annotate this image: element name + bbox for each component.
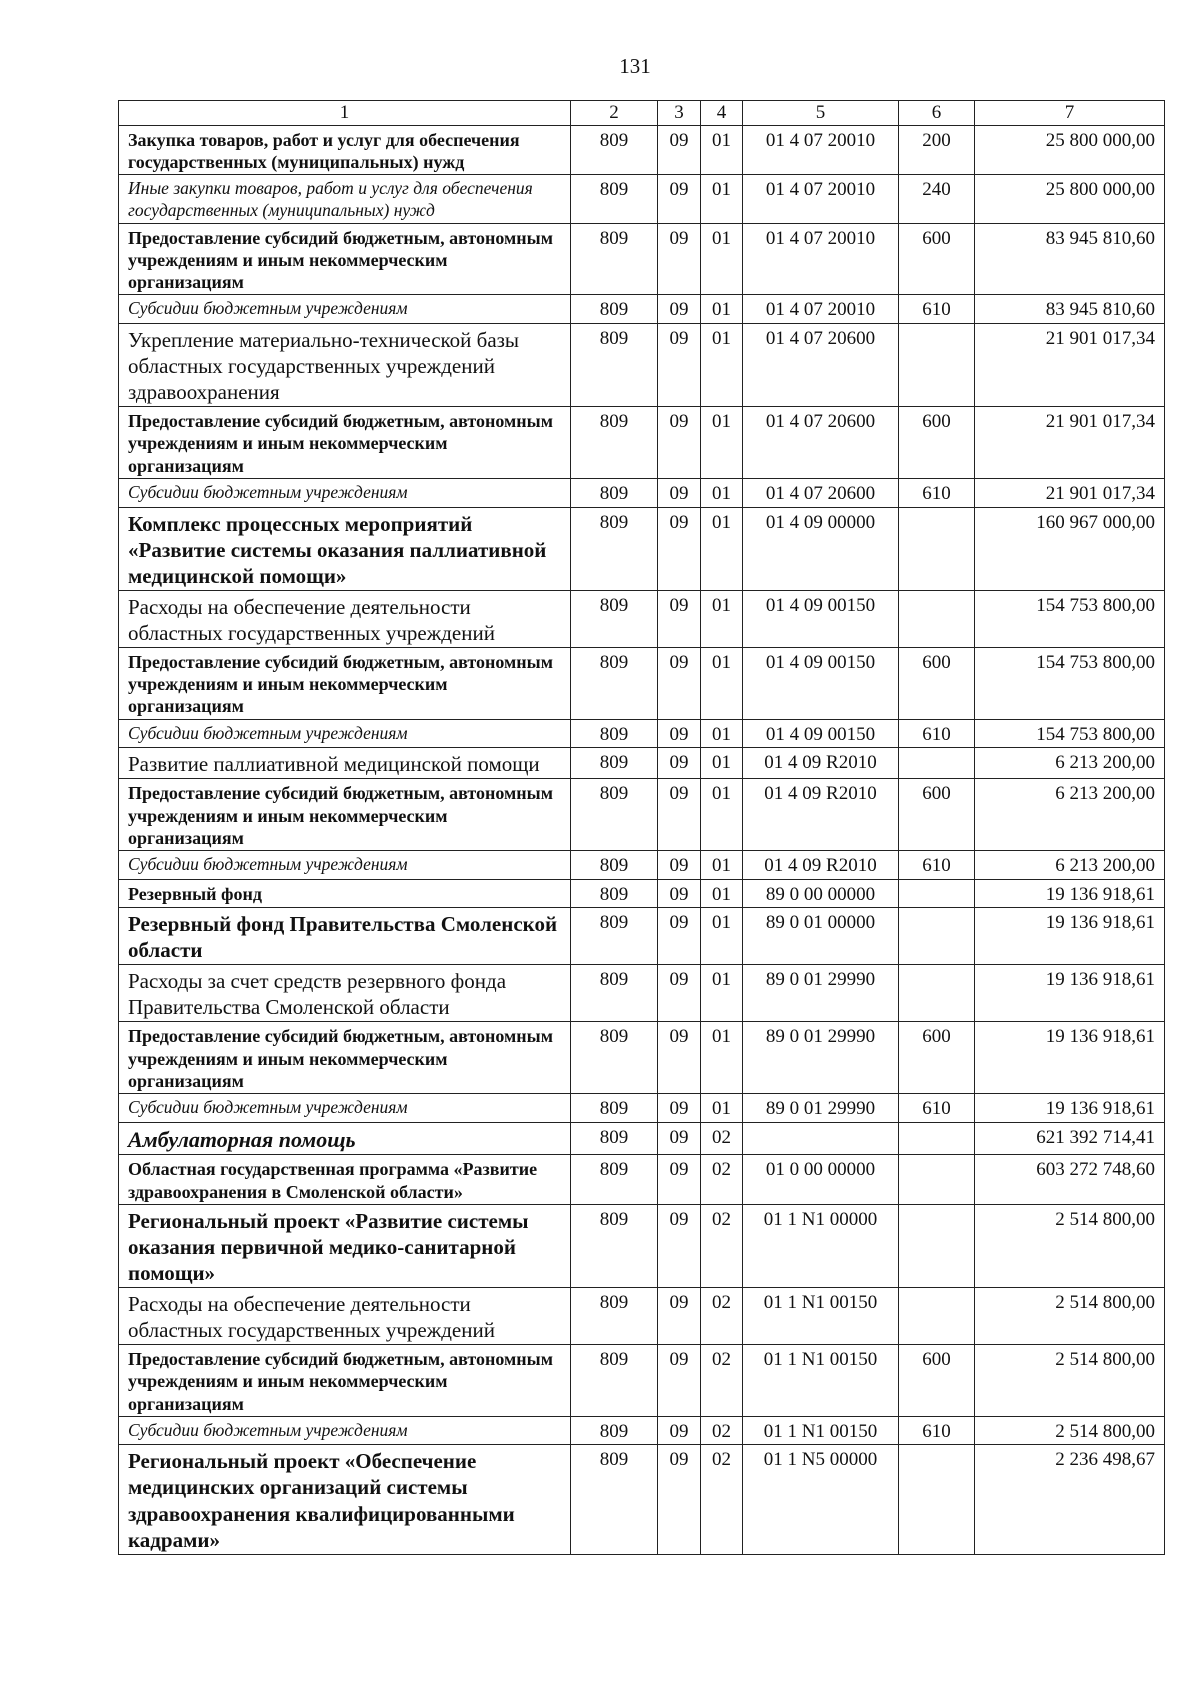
row-section-code: 09 xyxy=(658,1416,701,1445)
table-body xyxy=(119,125,1165,1554)
row-amount: 6 213 200,00 xyxy=(975,851,1165,880)
row-admin-code: 809 xyxy=(571,1445,658,1554)
row-expense-type xyxy=(899,1445,975,1554)
row-amount: 83 945 810,60 xyxy=(975,295,1165,324)
row-amount: 621 392 714,41 xyxy=(975,1122,1165,1154)
table-row xyxy=(119,479,1165,508)
row-section-code: 09 xyxy=(658,851,701,880)
row-section-code: 09 xyxy=(658,1122,701,1154)
row-admin-code: 809 xyxy=(571,125,658,175)
row-target-code: 01 4 07 20600 xyxy=(743,407,899,479)
row-subsection-code: 01 xyxy=(701,908,743,965)
row-admin-code: 809 xyxy=(571,1344,658,1416)
table-row xyxy=(119,1094,1165,1123)
table-row xyxy=(119,1445,1165,1554)
header-col-7: 7 xyxy=(975,101,1165,126)
row-section-code: 09 xyxy=(658,779,701,851)
row-name-cell: Предоставление субсидий бюджетным, автономным учреждениям и иным некоммерческим организациям xyxy=(119,223,571,295)
row-target-code: 01 4 07 20010 xyxy=(743,125,899,175)
table-row xyxy=(119,507,1165,590)
row-amount: 6 213 200,00 xyxy=(975,748,1165,779)
row-target-code: 01 1 N5 00000 xyxy=(743,1445,899,1554)
row-subsection-code: 02 xyxy=(701,1204,743,1287)
row-subsection-code: 01 xyxy=(701,719,743,748)
row-subsection-code: 02 xyxy=(701,1344,743,1416)
row-expense-type: 600 xyxy=(899,647,975,719)
row-amount: 603 272 748,60 xyxy=(975,1155,1165,1205)
row-expense-type: 600 xyxy=(899,779,975,851)
row-admin-code: 809 xyxy=(571,908,658,965)
row-section-code: 09 xyxy=(658,1344,701,1416)
row-name-cell: Региональный проект «Развитие системы оказания первичной медико-санитарной помощи» xyxy=(119,1204,571,1287)
row-target-code xyxy=(743,1122,899,1154)
row-expense-type: 610 xyxy=(899,1416,975,1445)
row-target-code: 01 1 N1 00000 xyxy=(743,1204,899,1287)
row-section-code: 09 xyxy=(658,507,701,590)
table-row xyxy=(119,295,1165,324)
row-amount: 21 901 017,34 xyxy=(975,324,1165,407)
row-subsection-code: 01 xyxy=(701,125,743,175)
row-amount: 19 136 918,61 xyxy=(975,908,1165,965)
row-target-code: 89 0 01 00000 xyxy=(743,908,899,965)
row-name-cell: Иные закупки товаров, работ и услуг для обеспечения государственных (муниципальных) нужд xyxy=(119,175,571,223)
row-admin-code: 809 xyxy=(571,324,658,407)
row-expense-type xyxy=(899,879,975,908)
row-expense-type: 600 xyxy=(899,1344,975,1416)
row-admin-code: 809 xyxy=(571,879,658,908)
row-name-cell: Субсидии бюджетным учреждениям xyxy=(119,1416,571,1445)
row-subsection-code: 01 xyxy=(701,748,743,779)
table-row xyxy=(119,125,1165,175)
row-target-code: 01 4 09 00150 xyxy=(743,719,899,748)
row-subsection-code: 01 xyxy=(701,879,743,908)
row-admin-code: 809 xyxy=(571,479,658,508)
row-expense-type: 610 xyxy=(899,479,975,508)
row-admin-code: 809 xyxy=(571,223,658,295)
row-name-cell: Расходы на обеспечение деятельности областных государственных учреждений xyxy=(119,1287,571,1344)
row-target-code: 01 4 09 00150 xyxy=(743,647,899,719)
row-admin-code: 809 xyxy=(571,647,658,719)
row-name-cell: Развитие паллиативной медицинской помощи xyxy=(119,748,571,779)
row-admin-code: 809 xyxy=(571,1155,658,1205)
row-name-cell: Предоставление субсидий бюджетным, автономным учреждениям и иным некоммерческим организациям xyxy=(119,1344,571,1416)
row-name-cell: Предоставление субсидий бюджетным, автономным учреждениям и иным некоммерческим организациям xyxy=(119,407,571,479)
row-name-cell: Расходы за счет средств резервного фонда Правительства Смоленской области xyxy=(119,965,571,1022)
row-expense-type xyxy=(899,965,975,1022)
row-name-cell: Комплекс процессных мероприятий «Развитие системы оказания паллиативной медицинской помощи» xyxy=(119,507,571,590)
table-row xyxy=(119,1204,1165,1287)
row-admin-code: 809 xyxy=(571,1022,658,1094)
row-amount: 19 136 918,61 xyxy=(975,879,1165,908)
header-col-1: 1 xyxy=(119,101,571,126)
row-expense-type: 240 xyxy=(899,175,975,223)
header-col-3: 3 xyxy=(658,101,701,126)
row-expense-type xyxy=(899,1122,975,1154)
row-expense-type xyxy=(899,1204,975,1287)
row-name-cell: Субсидии бюджетным учреждениям xyxy=(119,851,571,880)
row-expense-type xyxy=(899,324,975,407)
row-target-code: 89 0 00 00000 xyxy=(743,879,899,908)
row-subsection-code: 02 xyxy=(701,1122,743,1154)
table-row xyxy=(119,748,1165,779)
row-name-cell: Резервный фонд Правительства Смоленской области xyxy=(119,908,571,965)
row-name-cell: Региональный проект «Обеспечение медицинских организаций системы здравоохранения квалифицированными кадрами» xyxy=(119,1445,571,1554)
table-row xyxy=(119,1022,1165,1094)
row-amount: 19 136 918,61 xyxy=(975,1022,1165,1094)
row-target-code: 01 4 09 R2010 xyxy=(743,748,899,779)
table-row xyxy=(119,407,1165,479)
row-section-code: 09 xyxy=(658,1445,701,1554)
header-col-2: 2 xyxy=(571,101,658,126)
row-target-code: 01 4 07 20600 xyxy=(743,479,899,508)
row-name-cell: Резервный фонд xyxy=(119,879,571,908)
row-name-cell: Предоставление субсидий бюджетным, автономным учреждениям и иным некоммерческим организациям xyxy=(119,779,571,851)
row-expense-type: 600 xyxy=(899,1022,975,1094)
row-admin-code: 809 xyxy=(571,1094,658,1123)
row-expense-type: 610 xyxy=(899,295,975,324)
row-expense-type: 610 xyxy=(899,851,975,880)
row-name-cell: Субсидии бюджетным учреждениям xyxy=(119,295,571,324)
page-number: 131 xyxy=(619,54,651,78)
row-admin-code: 809 xyxy=(571,507,658,590)
row-expense-type: 610 xyxy=(899,1094,975,1123)
row-expense-type: 600 xyxy=(899,223,975,295)
row-target-code: 89 0 01 29990 xyxy=(743,1022,899,1094)
row-amount: 2 514 800,00 xyxy=(975,1344,1165,1416)
table-row xyxy=(119,647,1165,719)
row-section-code: 09 xyxy=(658,1287,701,1344)
row-target-code: 01 4 09 00000 xyxy=(743,507,899,590)
row-name-cell: Укрепление материально-технической базы областных государственных учреждений здравоохранения xyxy=(119,324,571,407)
table-row xyxy=(119,1122,1165,1154)
row-expense-type xyxy=(899,908,975,965)
row-section-code: 09 xyxy=(658,175,701,223)
row-subsection-code: 01 xyxy=(701,507,743,590)
row-amount: 25 800 000,00 xyxy=(975,125,1165,175)
row-target-code: 01 4 09 R2010 xyxy=(743,851,899,880)
row-admin-code: 809 xyxy=(571,295,658,324)
row-name-cell: Областная государственная программа «Развитие здравоохранения в Смоленской области» xyxy=(119,1155,571,1205)
row-amount: 19 136 918,61 xyxy=(975,965,1165,1022)
row-name-cell: Субсидии бюджетным учреждениям xyxy=(119,719,571,748)
row-subsection-code: 01 xyxy=(701,779,743,851)
row-target-code: 01 4 07 20010 xyxy=(743,175,899,223)
row-target-code: 01 4 07 20010 xyxy=(743,295,899,324)
budget-table xyxy=(118,100,1165,1555)
row-section-code: 09 xyxy=(658,719,701,748)
row-admin-code: 809 xyxy=(571,719,658,748)
row-name-cell: Расходы на обеспечение деятельности областных государственных учреждений xyxy=(119,590,571,647)
row-target-code: 89 0 01 29990 xyxy=(743,1094,899,1123)
row-section-code: 09 xyxy=(658,1155,701,1205)
row-target-code: 01 1 N1 00150 xyxy=(743,1287,899,1344)
row-section-code: 09 xyxy=(658,1204,701,1287)
row-amount: 19 136 918,61 xyxy=(975,1094,1165,1123)
row-section-code: 09 xyxy=(658,223,701,295)
row-subsection-code: 01 xyxy=(701,407,743,479)
row-section-code: 09 xyxy=(658,324,701,407)
row-section-code: 09 xyxy=(658,295,701,324)
row-target-code: 01 1 N1 00150 xyxy=(743,1416,899,1445)
row-admin-code: 809 xyxy=(571,965,658,1022)
row-amount: 2 514 800,00 xyxy=(975,1416,1165,1445)
row-amount: 2 514 800,00 xyxy=(975,1287,1165,1344)
row-target-code: 01 0 00 00000 xyxy=(743,1155,899,1205)
table-row xyxy=(119,908,1165,965)
row-name-cell: Амбулаторная помощь xyxy=(119,1122,571,1154)
row-expense-type xyxy=(899,507,975,590)
row-subsection-code: 01 xyxy=(701,479,743,508)
row-expense-type xyxy=(899,590,975,647)
row-amount: 6 213 200,00 xyxy=(975,779,1165,851)
row-subsection-code: 02 xyxy=(701,1445,743,1554)
row-subsection-code: 02 xyxy=(701,1287,743,1344)
row-name-cell: Предоставление субсидий бюджетным, автономным учреждениям и иным некоммерческим организациям xyxy=(119,1022,571,1094)
row-expense-type xyxy=(899,1287,975,1344)
row-section-code: 09 xyxy=(658,1022,701,1094)
row-subsection-code: 01 xyxy=(701,1094,743,1123)
row-subsection-code: 01 xyxy=(701,851,743,880)
row-name-cell: Предоставление субсидий бюджетным, автономным учреждениям и иным некоммерческим организациям xyxy=(119,647,571,719)
row-target-code: 01 4 07 20600 xyxy=(743,324,899,407)
row-amount: 2 236 498,67 xyxy=(975,1445,1165,1554)
row-target-code: 01 4 07 20010 xyxy=(743,223,899,295)
table-row xyxy=(119,965,1165,1022)
header-col-5: 5 xyxy=(743,101,899,126)
header-col-6: 6 xyxy=(899,101,975,126)
row-section-code: 09 xyxy=(658,965,701,1022)
row-section-code: 09 xyxy=(658,748,701,779)
row-subsection-code: 01 xyxy=(701,175,743,223)
row-expense-type xyxy=(899,1155,975,1205)
row-admin-code: 809 xyxy=(571,748,658,779)
row-admin-code: 809 xyxy=(571,1204,658,1287)
row-subsection-code: 01 xyxy=(701,1022,743,1094)
table-row xyxy=(119,175,1165,223)
table-row xyxy=(119,1344,1165,1416)
table-row xyxy=(119,851,1165,880)
row-name-cell: Закупка товаров, работ и услуг для обеспечения государственных (муниципальных) нужд xyxy=(119,125,571,175)
row-section-code: 09 xyxy=(658,590,701,647)
row-subsection-code: 02 xyxy=(701,1155,743,1205)
row-amount: 21 901 017,34 xyxy=(975,479,1165,508)
row-subsection-code: 01 xyxy=(701,647,743,719)
row-target-code: 01 4 09 R2010 xyxy=(743,779,899,851)
row-section-code: 09 xyxy=(658,407,701,479)
row-amount: 83 945 810,60 xyxy=(975,223,1165,295)
row-name-cell: Субсидии бюджетным учреждениям xyxy=(119,479,571,508)
row-section-code: 09 xyxy=(658,647,701,719)
table-row xyxy=(119,879,1165,908)
row-target-code: 89 0 01 29990 xyxy=(743,965,899,1022)
row-admin-code: 809 xyxy=(571,851,658,880)
row-target-code: 01 1 N1 00150 xyxy=(743,1344,899,1416)
row-amount: 160 967 000,00 xyxy=(975,507,1165,590)
header-row xyxy=(119,101,1165,126)
row-amount: 2 514 800,00 xyxy=(975,1204,1165,1287)
row-expense-type: 200 xyxy=(899,125,975,175)
row-subsection-code: 01 xyxy=(701,324,743,407)
row-amount: 21 901 017,34 xyxy=(975,407,1165,479)
row-expense-type xyxy=(899,748,975,779)
row-section-code: 09 xyxy=(658,125,701,175)
row-admin-code: 809 xyxy=(571,407,658,479)
row-section-code: 09 xyxy=(658,879,701,908)
table-row xyxy=(119,1416,1165,1445)
row-expense-type: 600 xyxy=(899,407,975,479)
row-amount: 154 753 800,00 xyxy=(975,719,1165,748)
row-subsection-code: 01 xyxy=(701,965,743,1022)
row-subsection-code: 01 xyxy=(701,590,743,647)
row-subsection-code: 02 xyxy=(701,1416,743,1445)
table-row xyxy=(119,779,1165,851)
row-expense-type: 610 xyxy=(899,719,975,748)
row-admin-code: 809 xyxy=(571,590,658,647)
row-admin-code: 809 xyxy=(571,175,658,223)
row-admin-code: 809 xyxy=(571,779,658,851)
row-amount: 25 800 000,00 xyxy=(975,175,1165,223)
row-admin-code: 809 xyxy=(571,1287,658,1344)
table-row xyxy=(119,719,1165,748)
row-section-code: 09 xyxy=(658,908,701,965)
row-admin-code: 809 xyxy=(571,1122,658,1154)
row-subsection-code: 01 xyxy=(701,223,743,295)
table-row xyxy=(119,590,1165,647)
row-admin-code: 809 xyxy=(571,1416,658,1445)
row-section-code: 09 xyxy=(658,479,701,508)
row-section-code: 09 xyxy=(658,1094,701,1123)
table-row xyxy=(119,324,1165,407)
header-col-4: 4 xyxy=(701,101,743,126)
row-amount: 154 753 800,00 xyxy=(975,647,1165,719)
table-row xyxy=(119,1287,1165,1344)
row-name-cell: Субсидии бюджетным учреждениям xyxy=(119,1094,571,1123)
row-target-code: 01 4 09 00150 xyxy=(743,590,899,647)
table-row xyxy=(119,223,1165,295)
row-subsection-code: 01 xyxy=(701,295,743,324)
table-row xyxy=(119,1155,1165,1205)
row-amount: 154 753 800,00 xyxy=(975,590,1165,647)
